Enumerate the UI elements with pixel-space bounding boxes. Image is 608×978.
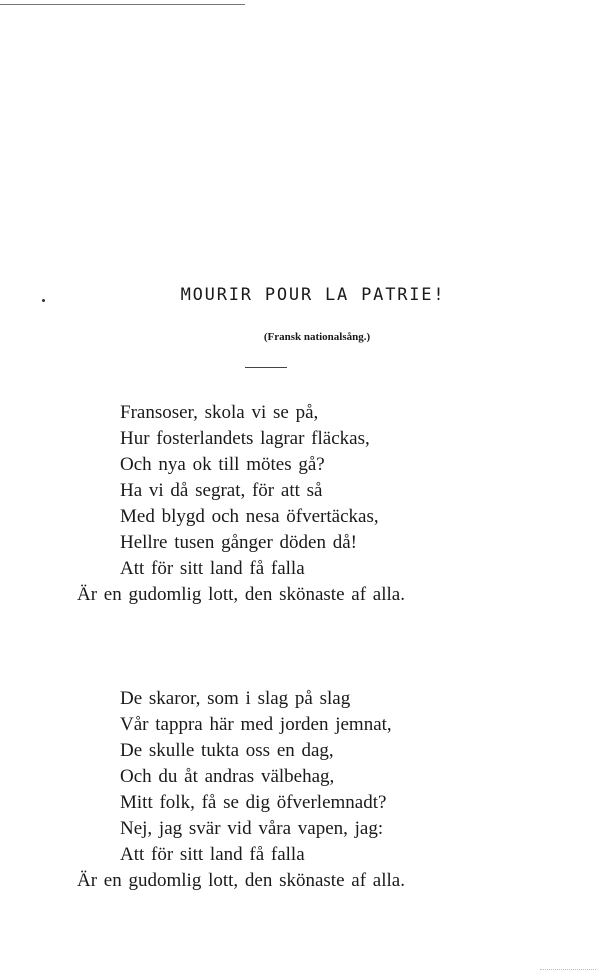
poem-subtitle: (Fransk nationalsång.) — [263, 331, 371, 343]
page-top-rule — [0, 4, 245, 5]
verse-line: Och nya ok till mötes gå? — [120, 454, 325, 475]
verse-line: Hur fosterlandets lagrar fläckas, — [120, 428, 370, 449]
stanza-1 — [0, 400, 608, 608]
verse-line: Nej, jag svär vid våra vapen, jag: — [120, 818, 384, 839]
verse-line: Mitt folk, få se dig öfverlemnadt? — [120, 792, 387, 813]
verse-line: De skulle tukta oss en dag, — [120, 740, 334, 761]
stanza-2 — [0, 686, 608, 894]
verse-line: Hellre tusen gånger döden då! — [120, 532, 357, 553]
verse-line: Med blygd och nesa öfvertäckas, — [120, 506, 379, 527]
refrain-line: Är en gudomlig lott, den skönaste af alla. — [77, 870, 405, 891]
verse-line: Att för sitt land få falla — [120, 844, 305, 865]
page-bottom-marks — [540, 969, 596, 970]
verse-line: Ha vi då segrat, för att så — [120, 480, 323, 501]
verse-line: Fransoser, skola vi se på, — [120, 402, 319, 423]
verse-line: Att för sitt land få falla — [120, 558, 305, 579]
title-divider — [245, 367, 287, 368]
verse-line: Och du åt andras välbehag, — [120, 766, 335, 787]
poem-title: MOURIR POUR LA PATRIE! — [180, 285, 446, 305]
verse-line: Vår tappra här med jorden jemnat, — [120, 714, 392, 735]
verse-line: De skaror, som i slag på slag — [120, 688, 351, 709]
refrain-line: Är en gudomlig lott, den skönaste af alla. — [77, 584, 405, 605]
